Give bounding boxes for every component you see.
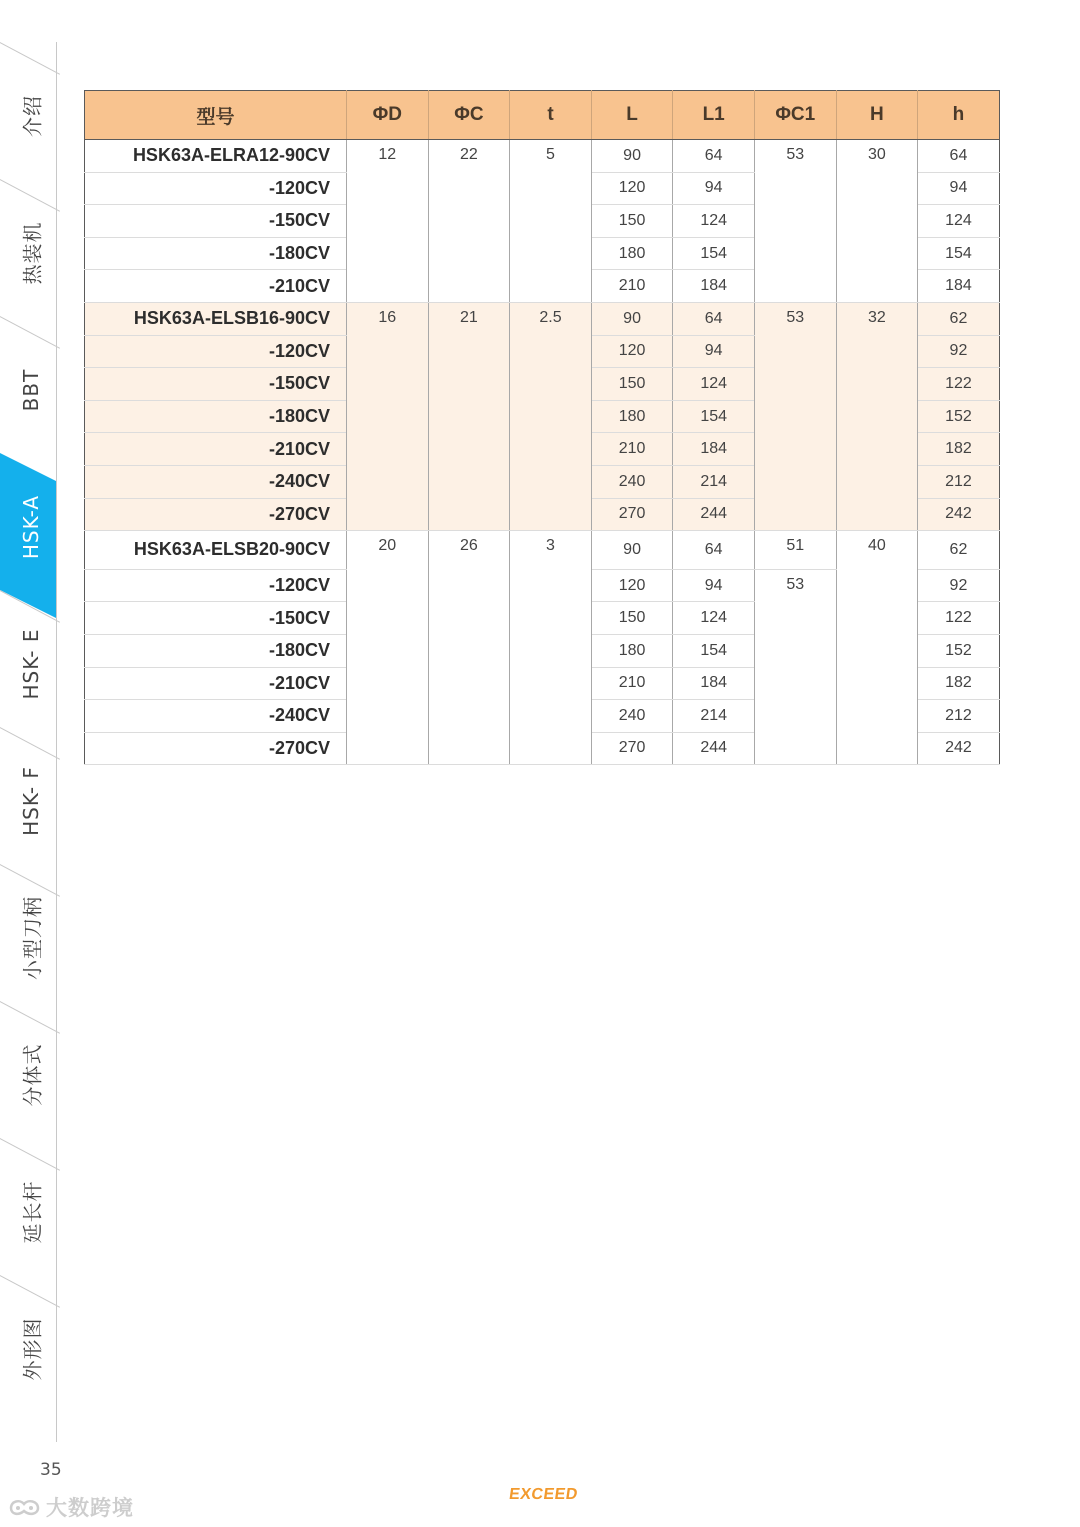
height-small-h-cell: 122 xyxy=(918,602,1000,635)
table-row xyxy=(85,302,1000,335)
spec-table xyxy=(84,90,1000,765)
tab-label: HSK- E xyxy=(19,628,43,700)
tab-hsk-e[interactable] xyxy=(0,590,56,727)
tab-hsk-f[interactable] xyxy=(0,727,56,864)
tab-label: 延长杆 xyxy=(20,1180,45,1244)
tab-label: 外形图 xyxy=(20,1317,45,1381)
length-l-cell: 270 xyxy=(591,498,673,531)
model-cell: -150CV xyxy=(85,205,347,238)
watermark-text: 大数跨境 xyxy=(46,1496,134,1520)
length-l1-cell: 124 xyxy=(673,205,755,238)
model-cell: -240CV xyxy=(85,465,347,498)
column-header: L1 xyxy=(673,91,755,140)
side-tab-index xyxy=(0,42,57,1442)
tab-label: HSK- F xyxy=(19,766,43,836)
height-small-h-cell: 242 xyxy=(918,732,1000,765)
tab-label: HSK-A xyxy=(19,494,43,560)
column-header: ΦC xyxy=(428,91,510,140)
length-l1-cell: 124 xyxy=(673,368,755,401)
table-body xyxy=(85,140,1000,765)
thickness-t-cell: 3 xyxy=(510,531,592,765)
length-l-cell: 150 xyxy=(591,368,673,401)
tab-分体式[interactable] xyxy=(0,1001,56,1138)
length-l1-cell: 94 xyxy=(673,335,755,368)
length-l1-cell: 94 xyxy=(673,172,755,205)
tab-label: 热装机 xyxy=(20,221,45,285)
height-small-h-cell: 92 xyxy=(918,569,1000,602)
model-cell: -240CV xyxy=(85,700,347,733)
diameter-d-cell: 12 xyxy=(347,140,429,303)
diameter-c-cell: 21 xyxy=(428,302,510,530)
model-cell: -120CV xyxy=(85,569,347,602)
length-l-cell: 180 xyxy=(591,400,673,433)
diameter-d-cell: 16 xyxy=(347,302,429,530)
model-cell: -120CV xyxy=(85,335,347,368)
model-cell: -210CV xyxy=(85,270,347,303)
diameter-c1-cell: 51 xyxy=(754,531,836,570)
height-small-h-cell: 184 xyxy=(918,270,1000,303)
brand-logo: EXCEED xyxy=(507,1486,580,1503)
length-l1-cell: 244 xyxy=(673,732,755,765)
length-l1-cell: 214 xyxy=(673,700,755,733)
length-l-cell: 240 xyxy=(591,700,673,733)
length-l1-cell: 94 xyxy=(673,569,755,602)
tab-divider xyxy=(0,727,60,760)
table-header-row xyxy=(85,91,1000,140)
length-l-cell: 180 xyxy=(591,634,673,667)
length-l1-cell: 214 xyxy=(673,465,755,498)
height-small-h-cell: 154 xyxy=(918,237,1000,270)
length-l-cell: 90 xyxy=(591,140,673,173)
column-header: H xyxy=(836,91,918,140)
tab-介绍[interactable] xyxy=(0,42,56,179)
watermark xyxy=(8,1492,134,1522)
height-small-h-cell: 182 xyxy=(918,433,1000,466)
tab-divider xyxy=(0,1275,60,1308)
tab-label: 小型刀柄 xyxy=(20,896,45,980)
model-cell: HSK63A-ELRA12-90CV xyxy=(85,140,347,173)
model-cell: HSK63A-ELSB20-90CV xyxy=(85,531,347,570)
model-cell: -180CV xyxy=(85,634,347,667)
tab-divider xyxy=(0,590,60,623)
length-l-cell: 180 xyxy=(591,237,673,270)
height-h-cell: 40 xyxy=(836,531,918,765)
length-l1-cell: 124 xyxy=(673,602,755,635)
length-l1-cell: 154 xyxy=(673,237,755,270)
height-small-h-cell: 124 xyxy=(918,205,1000,238)
thickness-t-cell: 2.5 xyxy=(510,302,592,530)
tab-label: BBT xyxy=(19,368,43,412)
length-l-cell: 120 xyxy=(591,569,673,602)
tab-divider xyxy=(0,1001,60,1034)
height-h-cell: 32 xyxy=(836,302,918,530)
length-l-cell: 150 xyxy=(591,602,673,635)
height-small-h-cell: 62 xyxy=(918,531,1000,570)
model-cell: -270CV xyxy=(85,498,347,531)
tab-divider xyxy=(0,864,60,897)
diameter-c1-cell: 53 xyxy=(754,569,836,765)
length-l-cell: 150 xyxy=(591,205,673,238)
length-l-cell: 210 xyxy=(591,270,673,303)
table-row xyxy=(85,531,1000,570)
length-l1-cell: 64 xyxy=(673,140,755,173)
diameter-c-cell: 22 xyxy=(428,140,510,303)
watermark-logo-icon xyxy=(8,1496,42,1518)
length-l1-cell: 64 xyxy=(673,531,755,570)
model-cell: -270CV xyxy=(85,732,347,765)
model-cell: -150CV xyxy=(85,368,347,401)
model-cell: -210CV xyxy=(85,667,347,700)
tab-label: 介绍 xyxy=(20,95,45,137)
tab-热装机[interactable] xyxy=(0,179,56,316)
height-h-cell: 30 xyxy=(836,140,918,303)
column-header: ΦD xyxy=(347,91,429,140)
tab-hsk-a[interactable] xyxy=(0,453,56,590)
length-l-cell: 270 xyxy=(591,732,673,765)
tab-bbt[interactable] xyxy=(0,316,56,453)
model-cell: -120CV xyxy=(85,172,347,205)
tab-label: 分体式 xyxy=(20,1043,45,1107)
length-l-cell: 210 xyxy=(591,667,673,700)
diameter-d-cell: 20 xyxy=(347,531,429,765)
length-l1-cell: 244 xyxy=(673,498,755,531)
diameter-c-cell: 26 xyxy=(428,531,510,765)
height-small-h-cell: 94 xyxy=(918,172,1000,205)
length-l-cell: 120 xyxy=(591,335,673,368)
tab-外形图[interactable] xyxy=(0,1275,56,1412)
length-l-cell: 120 xyxy=(591,172,673,205)
table-row xyxy=(85,140,1000,173)
tab-divider xyxy=(0,1138,60,1171)
height-small-h-cell: 182 xyxy=(918,667,1000,700)
height-small-h-cell: 92 xyxy=(918,335,1000,368)
height-small-h-cell: 122 xyxy=(918,368,1000,401)
length-l1-cell: 184 xyxy=(673,667,755,700)
page-number: 35 xyxy=(40,1460,62,1480)
height-small-h-cell: 152 xyxy=(918,634,1000,667)
length-l-cell: 90 xyxy=(591,531,673,570)
length-l-cell: 90 xyxy=(591,302,673,335)
height-small-h-cell: 64 xyxy=(918,140,1000,173)
height-small-h-cell: 212 xyxy=(918,465,1000,498)
height-small-h-cell: 152 xyxy=(918,400,1000,433)
diameter-c1-cell: 53 xyxy=(754,302,836,530)
model-cell: -180CV xyxy=(85,237,347,270)
tab-divider xyxy=(0,316,60,349)
model-cell: HSK63A-ELSB16-90CV xyxy=(85,302,347,335)
length-l1-cell: 64 xyxy=(673,302,755,335)
tab-延长杆[interactable] xyxy=(0,1138,56,1275)
tab-divider xyxy=(0,179,60,212)
length-l1-cell: 154 xyxy=(673,400,755,433)
length-l1-cell: 184 xyxy=(673,433,755,466)
tab-小型刀柄[interactable] xyxy=(0,864,56,1001)
length-l1-cell: 154 xyxy=(673,634,755,667)
model-cell: -180CV xyxy=(85,400,347,433)
diameter-c1-cell: 53 xyxy=(754,140,836,303)
column-header: L xyxy=(591,91,673,140)
height-small-h-cell: 242 xyxy=(918,498,1000,531)
length-l-cell: 240 xyxy=(591,465,673,498)
length-l-cell: 210 xyxy=(591,433,673,466)
height-small-h-cell: 62 xyxy=(918,302,1000,335)
length-l1-cell: 184 xyxy=(673,270,755,303)
column-header: t xyxy=(510,91,592,140)
column-header: 型号 xyxy=(85,91,347,140)
model-cell: -210CV xyxy=(85,433,347,466)
tab-divider xyxy=(0,42,60,75)
height-small-h-cell: 212 xyxy=(918,700,1000,733)
column-header: ΦC1 xyxy=(754,91,836,140)
model-cell: -150CV xyxy=(85,602,347,635)
thickness-t-cell: 5 xyxy=(510,140,592,303)
column-header: h xyxy=(918,91,1000,140)
